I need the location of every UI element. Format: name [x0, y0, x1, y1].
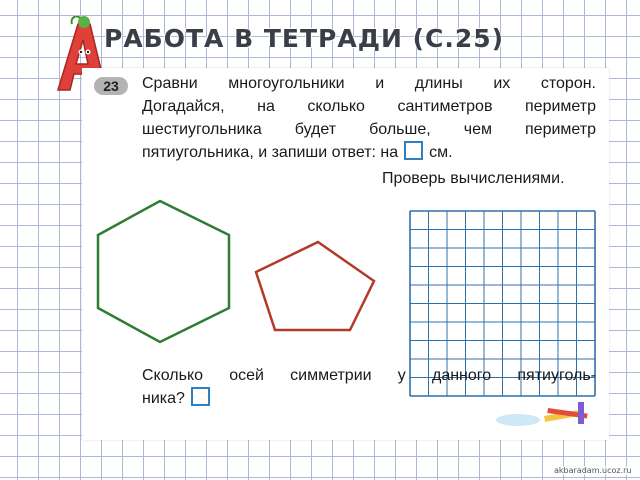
hexagon-figure	[98, 201, 229, 342]
task-line-3: шестиугольника будет больше, чем периметр	[142, 121, 596, 138]
question-line-2-text: ника?	[142, 390, 185, 407]
workbook-page	[82, 68, 609, 440]
task-line-2: Догадайся, на сколько сантиметров периметр	[142, 98, 596, 115]
pentagon-figure	[256, 242, 374, 330]
task-line-4-suffix: см.	[429, 144, 453, 161]
check-instruction: Проверь вычислениями.	[382, 170, 565, 187]
task-line-4-prefix: пятиугольника, и запиши ответ: на	[142, 144, 399, 161]
site-watermark: akbaradam.ucoz.ru	[554, 466, 632, 475]
question-line-1: Сколько осей симметрии у данного пятиуголь-	[142, 367, 596, 384]
decorative-pencils-icon	[478, 398, 598, 428]
question-line-2	[142, 390, 216, 407]
page-title: РАБОТА В ТЕТРАДИ (С.25)	[104, 24, 505, 53]
answer-box-axes[interactable]	[191, 387, 210, 406]
task-number-badge: 23	[94, 77, 128, 95]
task-line-1: Сравни многоугольники и длины их сторон.	[142, 75, 596, 92]
